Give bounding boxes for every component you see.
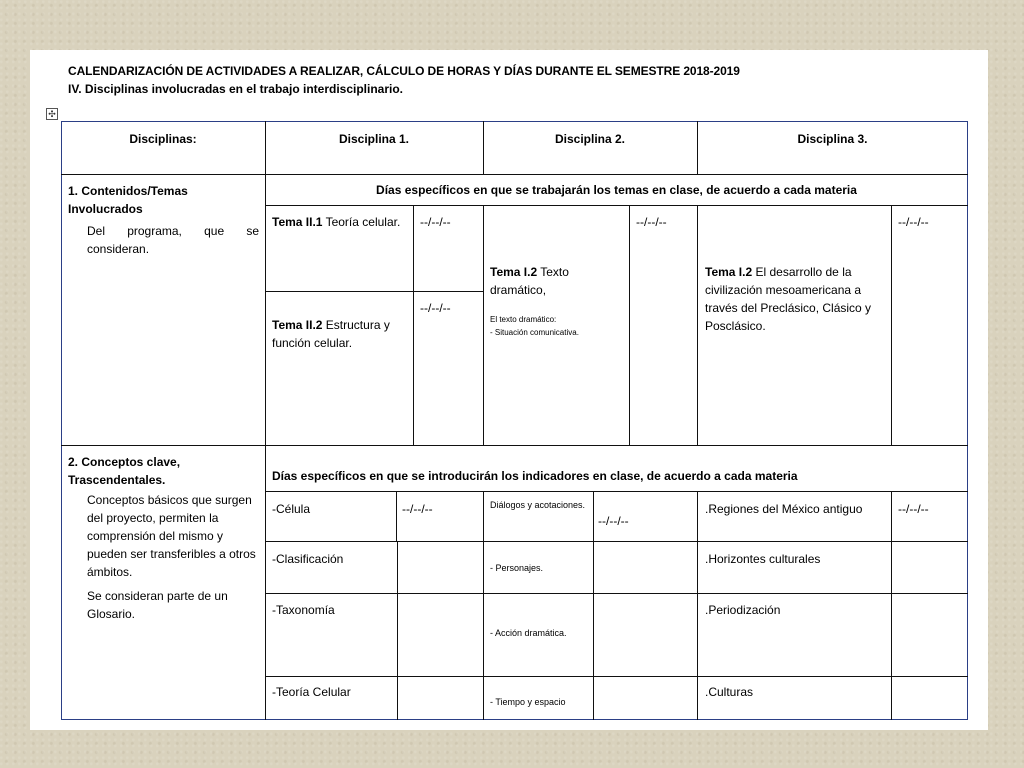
col-divider xyxy=(593,491,594,720)
date-placeholder: --/--/-- xyxy=(898,215,929,229)
d2-concept: - Acción dramática. xyxy=(490,628,567,638)
row-divider xyxy=(265,676,968,677)
date-placeholder: --/--/-- xyxy=(420,215,451,229)
d1-concept: -Clasificación xyxy=(272,552,344,566)
d2-concept: - Tiempo y espacio xyxy=(490,697,566,707)
d2-subtopic-2: - Situación comunicativa. xyxy=(490,328,579,337)
d1-topic-1-code: Tema II.1 xyxy=(272,215,323,229)
d3-topic xyxy=(705,263,887,335)
col-divider xyxy=(697,205,698,445)
d1-topic-2-text: Estructura y función celular. xyxy=(272,318,390,350)
row-divider xyxy=(265,541,968,542)
row-divider xyxy=(265,291,483,292)
col-divider xyxy=(265,121,266,720)
move-handle-icon[interactable]: ✣ xyxy=(46,108,58,120)
row-divider xyxy=(265,491,968,492)
col-divider xyxy=(413,205,414,445)
d1-concept: -Taxonomía xyxy=(272,603,335,617)
date-placeholder: --/--/-- xyxy=(636,215,667,229)
col-divider xyxy=(397,541,398,720)
document-subtitle: IV. Disciplinas involucradas en el trabajo interdisciplinario. xyxy=(68,82,403,96)
col-divider xyxy=(483,205,484,445)
d2-topic xyxy=(490,263,620,299)
d3-topic-text: El desarrollo de la civilización mesoamericana a través del Preclásico, Clásico y Posclásico. xyxy=(705,265,872,333)
section2-banner: Días específicos en que se introducirán los indicadores en clase, de acuerdo a cada materia xyxy=(272,469,798,483)
row-divider xyxy=(61,174,968,175)
d3-concept: .Periodización xyxy=(705,603,781,617)
date-placeholder: --/--/-- xyxy=(420,301,451,315)
row-divider xyxy=(265,205,968,206)
col-divider xyxy=(891,491,892,720)
section1-banner: Días específicos en que se trabajarán los temas en clase, de acuerdo a cada materia xyxy=(376,183,857,197)
col-divider xyxy=(396,491,397,541)
section1-title: 1. Contenidos/Temas Involucrados xyxy=(68,184,188,216)
date-placeholder: --/--/-- xyxy=(598,514,629,528)
col-divider xyxy=(697,491,698,720)
col-divider xyxy=(629,205,630,445)
col-divider xyxy=(891,205,892,445)
col-divider xyxy=(483,491,484,720)
d3-concept: .Regiones del México antiguo xyxy=(705,502,863,516)
row-divider xyxy=(265,593,968,594)
d3-concept: .Horizontes culturales xyxy=(705,552,821,566)
date-placeholder: --/--/-- xyxy=(898,502,929,516)
col-header-disciplina-2: Disciplina 2. xyxy=(554,132,626,146)
d3-topic-code: Tema I.2 xyxy=(705,265,753,279)
d1-topic-1-text: Teoría celular. xyxy=(322,215,401,229)
section1-desc-line1: Del programa, que se xyxy=(87,224,259,238)
d3-concept: .Culturas xyxy=(705,685,754,699)
d2-concept: - Personajes. xyxy=(490,563,544,573)
col-header-disciplina-3: Disciplina 3. xyxy=(797,132,868,146)
d1-topic-2-code: Tema II.2 xyxy=(272,318,323,332)
section2-title: 2. Conceptos clave, Trascendentales. xyxy=(68,455,181,487)
row-divider xyxy=(61,445,968,446)
d1-topic-2 xyxy=(272,316,412,352)
d2-concept: Diálogos y acotaciones. xyxy=(490,500,586,510)
d1-concept: -Célula xyxy=(272,502,311,516)
d1-concept: -Teoría Celular xyxy=(272,685,351,699)
date-placeholder: --/--/-- xyxy=(402,502,433,516)
d2-subtopic-1: El texto dramático: xyxy=(490,315,557,324)
d2-topic-text: Texto dramático, xyxy=(490,265,569,297)
document-title: CALENDARIZACIÓN DE ACTIVIDADES A REALIZAR, CÁLCULO DE HORAS Y DÍAS DURANTE EL SEMESTRE 2018-2019 xyxy=(68,64,740,78)
col-header-disciplinas: Disciplinas: xyxy=(129,132,197,146)
section1-desc-line2: consideran. xyxy=(87,242,150,256)
d1-topic-1 xyxy=(272,213,412,231)
col-header-disciplina-1: Disciplina 1. xyxy=(338,132,410,146)
d2-topic-code: Tema I.2 xyxy=(490,265,538,279)
section2-desc-1: Conceptos básicos que surgen del proyecto, permiten la comprensión del mismo y pueden ser transferibles a otros ámbitos. xyxy=(87,493,256,579)
section2-desc-2: Se consideran parte de un Glosario. xyxy=(87,589,228,621)
